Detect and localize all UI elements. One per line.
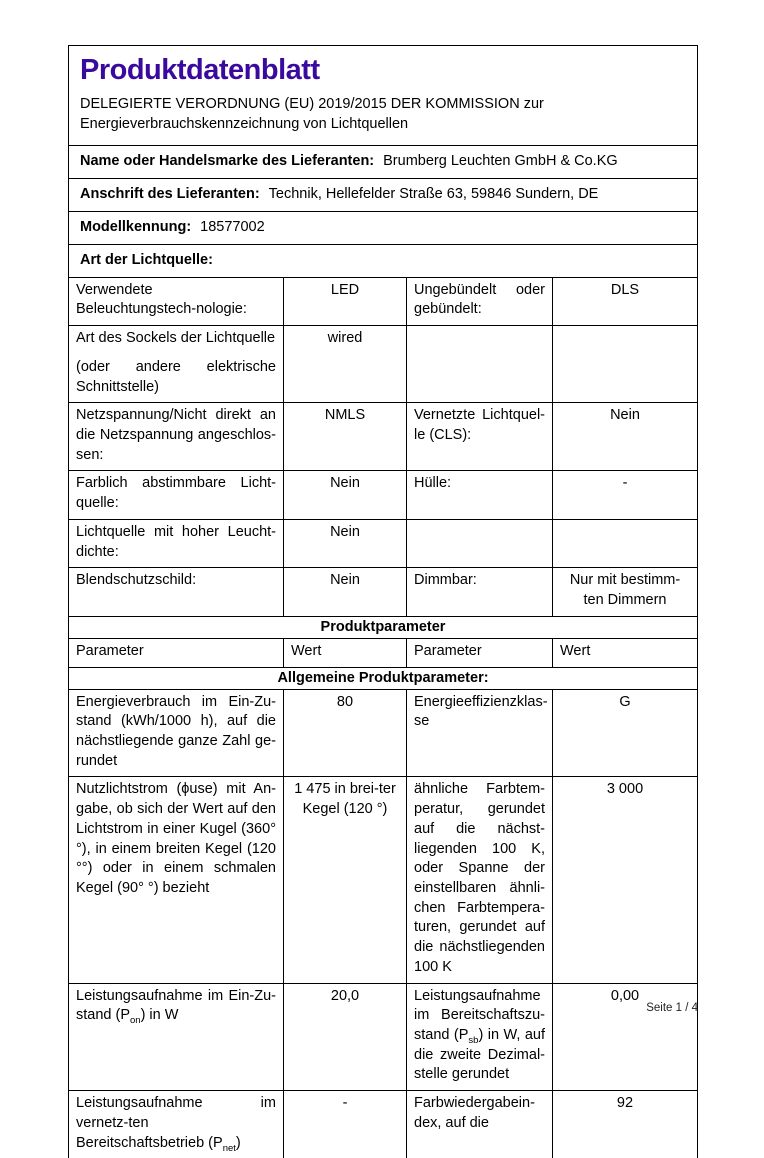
value-cell: 20,0 xyxy=(283,984,406,1091)
supplier-name-value: Brumberg Leuchten GmbH & Co.KG xyxy=(383,153,618,169)
value-cell: G xyxy=(552,690,697,777)
value-cell xyxy=(552,520,697,567)
value-cell: Nur mit bestimm-ten Dimmern xyxy=(552,568,697,615)
parameter-cell: Leistungsaufnahme im vernetz-ten Bereitschaftsbetrieb $(P_{net})$ xyxy=(69,1091,283,1158)
value-cell: 1 475 in brei-ter Kegel (120 °) xyxy=(283,777,406,982)
parameter-cell: Lichtquelle mit hoher Leucht-dichte: xyxy=(69,520,283,567)
table-row xyxy=(69,325,697,402)
parameter-cell: Energieeffizienzklas-se xyxy=(406,690,552,777)
light-source-type-label: Art der Lichtquelle: xyxy=(80,252,213,268)
parameter-cell: ähnliche Farbtem-peratur, gerundet auf die nächst-liegenden 100 K, oder Spanne der einstellbaren ähnli-chen Farbtempera-turen, gerundet auf die nächstliegenden 100 K xyxy=(406,777,552,982)
page-number: Seite 1 / 4 xyxy=(646,1002,698,1014)
value-cell: Nein xyxy=(283,568,406,615)
page-title: Produktdatenblatt xyxy=(80,54,686,87)
model-id-row xyxy=(69,211,697,244)
supplier-address-value: Technik, Hellefelder Straße 63, 59846 Sundern, DE xyxy=(269,186,599,202)
parameter-cell: Vernetzte Lichtquel-le (CLS): xyxy=(406,403,552,470)
value-cell: - xyxy=(552,471,697,518)
light-source-rows xyxy=(69,277,697,616)
product-parameter-rows xyxy=(69,689,697,1158)
value-cell: wired xyxy=(283,326,406,402)
table-row xyxy=(69,983,697,1091)
parameter-cell: Leistungsaufnahme im Bereitschaftszu-stand $(P_{sb})$ in W, auf die zweite Dezimal-stelle gerundet xyxy=(406,984,552,1091)
parameter-cell: Farblich abstimmbare Licht-quelle: xyxy=(69,471,283,518)
table-row xyxy=(69,519,697,567)
parameter-cell xyxy=(406,326,552,402)
parameter-cell: Ungebündelt oder gebündelt: xyxy=(406,278,552,325)
table-row xyxy=(69,776,697,982)
header-wert-1: Wert xyxy=(283,639,406,667)
parameter-cell: Energieverbrauch im Ein-Zu-stand (kWh/1000 h), auf die nächstliegende ganze Zahl ge-rundet xyxy=(69,690,283,777)
parameter-cell: Art des Sockels der Lichtquelle (oder andere elektrische Schnittstelle) xyxy=(69,326,283,402)
parameter-cell: Farbwiedergabein-dex, auf die xyxy=(406,1091,552,1158)
value-cell: - xyxy=(283,1091,406,1158)
section-header-produktparameter: Produktparameter xyxy=(69,616,697,638)
regulation-subtitle: DELEGIERTE VERORDNUNG (EU) 2019/2015 DER KOMMISSION zur Energieverbrauchskennzeichnung von Lichtquellen xyxy=(80,94,680,134)
section-header-allgemeine-produktparameter: Allgemeine Produktparameter: xyxy=(69,667,697,689)
parameter-cell: Nutzlichtstrom (ϕuse) mit An-gabe, ob sich der Wert auf den Lichtstrom in einer Kugel (360° °), in einem breiten Kegel (120 °°) oder in einem schmalen Kegel (90° °) bezieht xyxy=(69,777,283,982)
param-header-row xyxy=(69,638,697,667)
table-row xyxy=(69,402,697,470)
parameter-cell xyxy=(406,520,552,567)
model-id-label: Modellkennung: xyxy=(80,219,191,235)
parameter-cell: Netzspannung/Nicht direkt an die Netzspannung angeschlos-sen: xyxy=(69,403,283,470)
value-cell xyxy=(552,326,697,402)
value-cell: LED xyxy=(283,278,406,325)
value-cell: Nein xyxy=(283,471,406,518)
parameter-cell: Blendschutzschild: xyxy=(69,568,283,615)
value-cell: Nein xyxy=(283,520,406,567)
table-row xyxy=(69,1090,697,1158)
supplier-name-label: Name oder Handelsmarke des Lieferanten: xyxy=(80,153,374,169)
header-parameter-1: Parameter xyxy=(69,639,283,667)
value-cell: 3 000 xyxy=(552,777,697,982)
title-block xyxy=(69,46,697,145)
value-cell: 0,00 xyxy=(552,984,697,1091)
light-source-type-row xyxy=(69,244,697,277)
table-row xyxy=(69,470,697,518)
value-cell: Nein xyxy=(552,403,697,470)
header-wert-2: Wert xyxy=(552,639,697,667)
table-row xyxy=(69,567,697,615)
parameter-cell: Leistungsaufnahme im Ein-Zu-stand $(P_{on})$ in W xyxy=(69,984,283,1091)
value-cell: NMLS xyxy=(283,403,406,470)
value-cell: DLS xyxy=(552,278,697,325)
product-datasheet-table xyxy=(68,45,698,1158)
table-row xyxy=(69,277,697,325)
model-id-value: 18577002 xyxy=(200,219,265,235)
parameter-cell: Hülle: xyxy=(406,471,552,518)
supplier-address-label: Anschrift des Lieferanten: xyxy=(80,186,260,202)
value-cell: 92 xyxy=(552,1091,697,1158)
parameter-cell: Dimmbar: xyxy=(406,568,552,615)
table-row xyxy=(69,689,697,777)
header-parameter-2: Parameter xyxy=(406,639,552,667)
parameter-cell: Verwendete Beleuchtungstech-nologie: xyxy=(69,278,283,325)
value-cell: 80 xyxy=(283,690,406,777)
supplier-name-row xyxy=(69,145,697,178)
supplier-address-row xyxy=(69,178,697,211)
